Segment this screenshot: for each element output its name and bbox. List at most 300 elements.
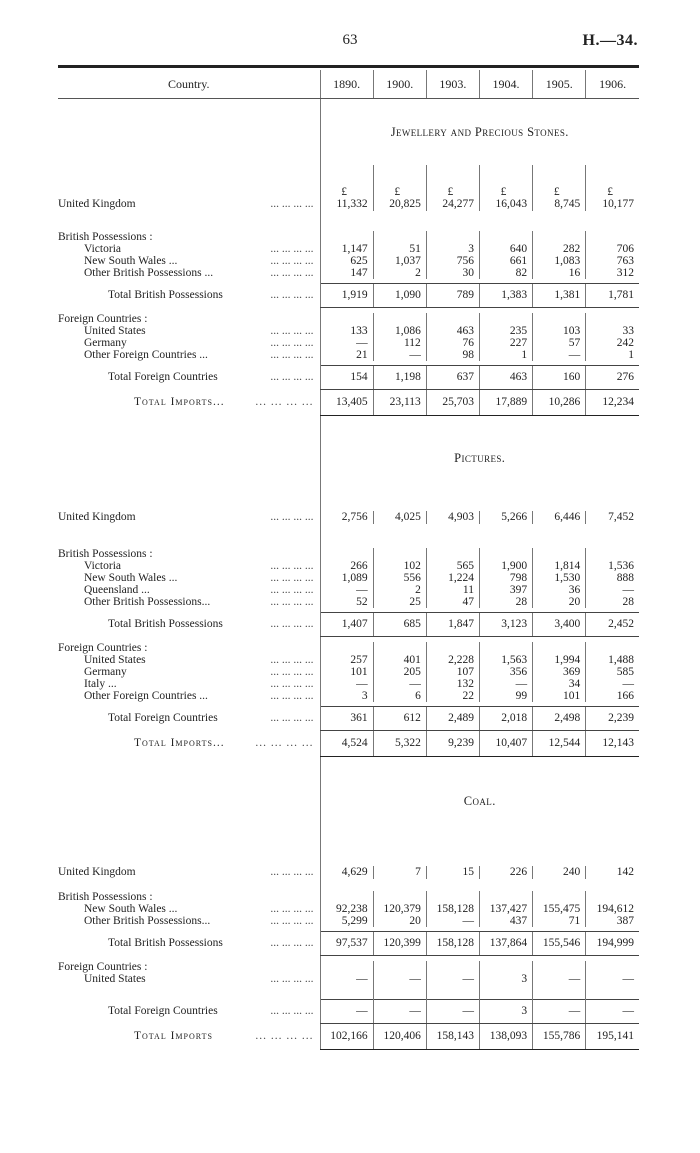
blank-cell	[320, 961, 373, 973]
pound-sign: £	[447, 186, 454, 198]
value-cell: 1,089	[320, 572, 373, 584]
value-cell: 57	[533, 337, 586, 349]
value-cell: 2,452	[586, 612, 639, 636]
dot-leaders: ... ... ... ...	[270, 572, 314, 584]
subtotal-row	[58, 999, 639, 1023]
year-header: 1906.	[586, 70, 639, 99]
row-label: Other Foreign Countries ...	[84, 349, 208, 361]
value-cell: 166	[586, 690, 639, 702]
value-cell: 2,756	[320, 511, 373, 524]
value-cell: 5,266	[479, 511, 532, 524]
value-cell: 76	[426, 337, 479, 349]
row-label: Total British Possessions	[108, 937, 223, 949]
blank-cell	[586, 313, 639, 325]
blank-cell	[533, 231, 586, 243]
value-cell: 1,994	[533, 654, 586, 666]
row-label: United Kingdom	[58, 198, 136, 210]
grand-total-row	[58, 730, 639, 756]
row-label-cell	[58, 572, 320, 584]
value-cell: —	[533, 999, 586, 1023]
value-cell: —	[533, 973, 586, 999]
row-label-cell	[58, 666, 320, 678]
row-label: United States	[84, 973, 146, 985]
value-cell: 1,224	[426, 572, 479, 584]
row-label-cell	[58, 654, 320, 666]
group-heading: Foreign Countries :	[58, 961, 148, 973]
blank-cell	[586, 548, 639, 560]
dot-leaders: ... ... ... ...	[270, 371, 314, 383]
blank-cell	[426, 313, 479, 325]
blank-cell	[426, 642, 479, 654]
value-cell: 112	[373, 337, 426, 349]
row-label: Total Foreign Countries	[108, 371, 218, 383]
blank-cell	[533, 891, 586, 903]
value-cell: 142	[586, 866, 639, 879]
value-cell: 2,228	[426, 654, 479, 666]
value-cell: 10,286	[533, 389, 586, 415]
blank-cell	[320, 313, 373, 325]
group-heading-row	[58, 231, 639, 243]
value-cell: 1,814	[533, 560, 586, 572]
value-cell: 47	[426, 596, 479, 608]
row-label: Total Foreign Countries	[108, 712, 218, 724]
value-cell: 20	[373, 915, 426, 927]
blank-cell	[426, 891, 479, 903]
dot-leaders: ... ... ... ...	[270, 337, 314, 349]
value-cell: 12,544	[533, 730, 586, 756]
value-cell: 888	[586, 572, 639, 584]
row-label: Total Imports...	[134, 737, 225, 749]
value-cell: 585	[586, 666, 639, 678]
row-label: Italy ...	[84, 678, 117, 690]
section-title-row	[58, 99, 639, 166]
spacer-row	[58, 524, 639, 548]
year-header: 1900.	[373, 70, 426, 99]
row-label: New South Wales ...	[84, 572, 178, 584]
year-header: 1903.	[426, 70, 479, 99]
currency-cell	[320, 165, 373, 198]
blank-cell	[373, 231, 426, 243]
row-label-cell	[58, 973, 320, 999]
blank-cell	[58, 99, 320, 166]
blank-cell	[426, 231, 479, 243]
value-cell: 387	[586, 915, 639, 927]
group-heading-row	[58, 961, 639, 973]
value-cell: 227	[479, 337, 532, 349]
value-cell: 24,277	[426, 198, 479, 211]
value-cell: 3,400	[533, 612, 586, 636]
row-label-cell	[58, 243, 320, 255]
spacer-cell	[58, 211, 320, 231]
blank-cell	[533, 548, 586, 560]
spacer-cell	[320, 501, 639, 511]
section-title-row	[58, 415, 639, 501]
blank-cell	[320, 231, 373, 243]
row-label-cell	[58, 560, 320, 572]
value-cell: 155,475	[533, 903, 586, 915]
value-cell: 706	[586, 243, 639, 255]
dot-leaders: ... ... ... ...	[270, 243, 314, 255]
table-row	[58, 678, 639, 690]
value-cell: —	[320, 678, 373, 690]
group-heading-row	[58, 891, 639, 903]
column-header-row	[58, 70, 639, 99]
group-heading: Foreign Countries :	[58, 313, 148, 325]
year-header: 1905.	[533, 70, 586, 99]
row-label-cell	[58, 325, 320, 337]
group-heading-row	[58, 548, 639, 560]
blank-cell	[426, 961, 479, 973]
dot-leaders: ... ... ... ...	[270, 690, 314, 702]
blank-cell	[479, 231, 532, 243]
value-cell: 1,781	[586, 283, 639, 307]
value-cell: 2	[373, 267, 426, 279]
blank-cell	[320, 642, 373, 654]
value-cell: 565	[426, 560, 479, 572]
year-header: 1904.	[479, 70, 532, 99]
blank-cell	[479, 313, 532, 325]
table-row	[58, 572, 639, 584]
value-cell: 1	[586, 349, 639, 361]
row-label-cell	[58, 596, 320, 608]
table-row	[58, 596, 639, 608]
value-cell: 101	[533, 690, 586, 702]
value-cell: 97,537	[320, 931, 373, 955]
dot-leaders: ... ... ... ...	[270, 678, 314, 690]
dot-leaders: ... ... ... ...	[270, 584, 314, 596]
country-column-header: Country.	[58, 70, 320, 99]
value-cell: 33	[586, 325, 639, 337]
table-row	[58, 866, 639, 879]
spacer-row	[58, 879, 639, 891]
row-label: Victoria	[84, 560, 121, 572]
row-label: New South Wales ...	[84, 255, 178, 267]
row-label: Other British Possessions...	[84, 596, 211, 608]
value-cell: 120,379	[373, 903, 426, 915]
value-cell: 2,489	[426, 706, 479, 730]
value-cell: 11,332	[320, 198, 373, 211]
value-cell: 242	[586, 337, 639, 349]
table-row	[58, 349, 639, 361]
value-cell: 637	[426, 365, 479, 389]
dot-leaders: ... ... ... ...	[270, 255, 314, 267]
value-cell: 312	[586, 267, 639, 279]
row-label-cell	[58, 903, 320, 915]
table-row	[58, 267, 639, 279]
value-cell: 625	[320, 255, 373, 267]
blank-cell	[426, 548, 479, 560]
spacer-cell	[58, 879, 320, 891]
value-cell: 361	[320, 706, 373, 730]
row-label-cell	[58, 511, 320, 524]
value-cell: 3,123	[479, 612, 532, 636]
group-heading: British Possessions :	[58, 891, 153, 903]
blank-cell	[373, 642, 426, 654]
blank-cell	[533, 961, 586, 973]
value-cell: 194,612	[586, 903, 639, 915]
row-label-cell	[58, 267, 320, 279]
row-label-cell	[58, 678, 320, 690]
row-label-cell	[58, 730, 320, 756]
blank-cell	[479, 961, 532, 973]
value-cell: 463	[479, 365, 532, 389]
table-row	[58, 337, 639, 349]
value-cell: 369	[533, 666, 586, 678]
value-cell: 1,383	[479, 283, 532, 307]
currency-cell	[426, 165, 479, 198]
section-title: Jewellery and Precious Stones.	[320, 99, 639, 166]
value-cell: 15	[426, 866, 479, 879]
table-row	[58, 198, 639, 211]
blank-cell	[373, 961, 426, 973]
dot-leaders: ... ... ... ...	[270, 915, 314, 927]
value-cell: 556	[373, 572, 426, 584]
value-cell: 6,446	[533, 511, 586, 524]
value-cell: 23,113	[373, 389, 426, 415]
value-cell: 11	[426, 584, 479, 596]
value-cell: 9,239	[426, 730, 479, 756]
table-row	[58, 654, 639, 666]
row-label: United States	[84, 325, 146, 337]
dot-leaders: ... ... ... ...	[270, 289, 314, 301]
row-label-cell	[58, 337, 320, 349]
dot-leaders: ... ... ... ...	[255, 1030, 314, 1042]
value-cell: 5,322	[373, 730, 426, 756]
value-cell: —	[320, 337, 373, 349]
value-cell: 756	[426, 255, 479, 267]
value-cell: 437	[479, 915, 532, 927]
value-cell: 685	[373, 612, 426, 636]
row-label-cell	[58, 389, 320, 415]
value-cell: —	[426, 915, 479, 927]
value-cell: —	[533, 349, 586, 361]
value-cell: 789	[426, 283, 479, 307]
value-cell: 1,037	[373, 255, 426, 267]
row-label: Germany	[84, 666, 127, 678]
dot-leaders: ... ... ... ...	[270, 560, 314, 572]
value-cell: 257	[320, 654, 373, 666]
value-cell: 71	[533, 915, 586, 927]
blank-cell	[533, 313, 586, 325]
value-cell: 10,407	[479, 730, 532, 756]
value-cell: 640	[479, 243, 532, 255]
spacer-cell	[58, 501, 320, 511]
blank-cell	[479, 548, 532, 560]
row-label-cell	[58, 584, 320, 596]
table-row	[58, 903, 639, 915]
pound-sign: £	[553, 186, 560, 198]
row-label: United Kingdom	[58, 511, 136, 523]
dot-leaders: ... ... ... ...	[270, 903, 314, 915]
value-cell: 120,406	[373, 1023, 426, 1049]
value-cell: —	[373, 973, 426, 999]
dot-leaders: ... ... ... ...	[270, 973, 314, 985]
value-cell: 1	[479, 349, 532, 361]
value-cell: 4,629	[320, 866, 373, 879]
table-row	[58, 666, 639, 678]
value-cell: 4,524	[320, 730, 373, 756]
value-cell: 158,143	[426, 1023, 479, 1049]
table-row	[58, 560, 639, 572]
dot-leaders: ... ... ... ...	[270, 618, 314, 630]
value-cell: 1,083	[533, 255, 586, 267]
value-cell: 16	[533, 267, 586, 279]
blank-cell	[320, 891, 373, 903]
table-row	[58, 690, 639, 702]
table-row	[58, 584, 639, 596]
year-header: 1890.	[320, 70, 373, 99]
dot-leaders: ... ... ... ...	[255, 396, 314, 408]
spacer-row	[58, 211, 639, 231]
value-cell: 13,405	[320, 389, 373, 415]
dot-leaders: ... ... ... ...	[270, 654, 314, 666]
value-cell: 137,864	[479, 931, 532, 955]
value-cell: 3	[479, 999, 532, 1023]
value-cell: 1,090	[373, 283, 426, 307]
blank-cell	[373, 891, 426, 903]
document-reference: H.—34.	[582, 32, 638, 49]
table-row	[58, 325, 639, 337]
imports-table	[58, 70, 639, 1050]
value-cell: —	[320, 973, 373, 999]
dot-leaders: ... ... ... ...	[270, 712, 314, 724]
value-cell: 226	[479, 866, 532, 879]
value-cell: 2,498	[533, 706, 586, 730]
value-cell: —	[320, 999, 373, 1023]
value-cell: 194,999	[586, 931, 639, 955]
value-cell: 4,903	[426, 511, 479, 524]
row-label-cell	[58, 931, 320, 955]
value-cell: 147	[320, 267, 373, 279]
row-label-cell	[58, 198, 320, 211]
top-rule	[58, 65, 639, 68]
value-cell: 7	[373, 866, 426, 879]
row-label: Other Foreign Countries ...	[84, 690, 208, 702]
value-cell: 12,143	[586, 730, 639, 756]
value-cell: 20,825	[373, 198, 426, 211]
value-cell: 1,407	[320, 612, 373, 636]
value-cell: 205	[373, 666, 426, 678]
currency-row	[58, 165, 639, 198]
value-cell: 2,018	[479, 706, 532, 730]
row-label: Total British Possessions	[108, 289, 223, 301]
blank-cell	[586, 642, 639, 654]
value-cell: 2	[373, 584, 426, 596]
spacer-row	[58, 501, 639, 511]
table-row	[58, 243, 639, 255]
spacer-cell	[320, 211, 639, 231]
row-label-cell	[58, 690, 320, 702]
value-cell: 463	[426, 325, 479, 337]
value-cell: 101	[320, 666, 373, 678]
value-cell: 154	[320, 365, 373, 389]
row-label: United Kingdom	[58, 866, 136, 878]
value-cell: 36	[533, 584, 586, 596]
blank-cell	[373, 313, 426, 325]
row-label-cell	[58, 283, 320, 307]
value-cell: 10,177	[586, 198, 639, 211]
value-cell: —	[586, 584, 639, 596]
value-cell: 1,900	[479, 560, 532, 572]
value-cell: 1,488	[586, 654, 639, 666]
value-cell: 92,238	[320, 903, 373, 915]
value-cell: 51	[373, 243, 426, 255]
value-cell: 107	[426, 666, 479, 678]
blank-cell	[586, 891, 639, 903]
blank-cell	[373, 548, 426, 560]
row-label: Other British Possessions...	[84, 915, 211, 927]
value-cell: 397	[479, 584, 532, 596]
spacer-cell	[320, 879, 639, 891]
dot-leaders: ... ... ... ...	[270, 1005, 314, 1017]
value-cell: 102,166	[320, 1023, 373, 1049]
table-row	[58, 255, 639, 267]
row-label-cell	[58, 612, 320, 636]
value-cell: 132	[426, 678, 479, 690]
spacer-cell	[58, 846, 320, 866]
pound-sign: £	[341, 186, 347, 198]
value-cell: 160	[533, 365, 586, 389]
value-cell: 1,563	[479, 654, 532, 666]
value-cell: 102	[373, 560, 426, 572]
value-cell: 34	[533, 678, 586, 690]
dot-leaders: ... ... ... ...	[270, 596, 314, 608]
value-cell: 21	[320, 349, 373, 361]
group-heading: Foreign Countries :	[58, 642, 148, 654]
row-label-cell	[58, 999, 320, 1023]
value-cell: 17,889	[479, 389, 532, 415]
value-cell: —	[320, 584, 373, 596]
group-heading: British Possessions :	[58, 548, 153, 560]
blank-cell	[586, 231, 639, 243]
blank-cell	[58, 415, 320, 501]
value-cell: —	[426, 973, 479, 999]
section-title: Pictures.	[320, 415, 639, 501]
value-cell: 155,786	[533, 1023, 586, 1049]
value-cell: 6	[373, 690, 426, 702]
subtotal-row	[58, 612, 639, 636]
row-label: Queensland ...	[84, 584, 150, 596]
value-cell: 1,381	[533, 283, 586, 307]
blank-cell	[479, 642, 532, 654]
value-cell: 282	[533, 243, 586, 255]
value-cell: 195,141	[586, 1023, 639, 1049]
dot-leaders: ... ... ... ...	[270, 349, 314, 361]
blank-cell	[533, 642, 586, 654]
subtotal-row	[58, 931, 639, 955]
value-cell: 52	[320, 596, 373, 608]
value-cell: 1,147	[320, 243, 373, 255]
blank-cell	[586, 961, 639, 973]
subtotal-row	[58, 283, 639, 307]
dot-leaders: ... ... ... ...	[270, 666, 314, 678]
blank-cell	[479, 891, 532, 903]
currency-cell	[533, 165, 586, 198]
value-cell: 1,086	[373, 325, 426, 337]
row-label: United States	[84, 654, 146, 666]
value-cell: —	[586, 973, 639, 999]
group-heading-row	[58, 313, 639, 325]
pound-sign: £	[500, 186, 507, 198]
currency-cell	[373, 165, 426, 198]
grand-total-row	[58, 389, 639, 415]
value-cell: 103	[533, 325, 586, 337]
blank-cell	[58, 165, 320, 198]
value-cell: 2,239	[586, 706, 639, 730]
value-cell: 266	[320, 560, 373, 572]
value-cell: 155,546	[533, 931, 586, 955]
value-cell: 30	[426, 267, 479, 279]
